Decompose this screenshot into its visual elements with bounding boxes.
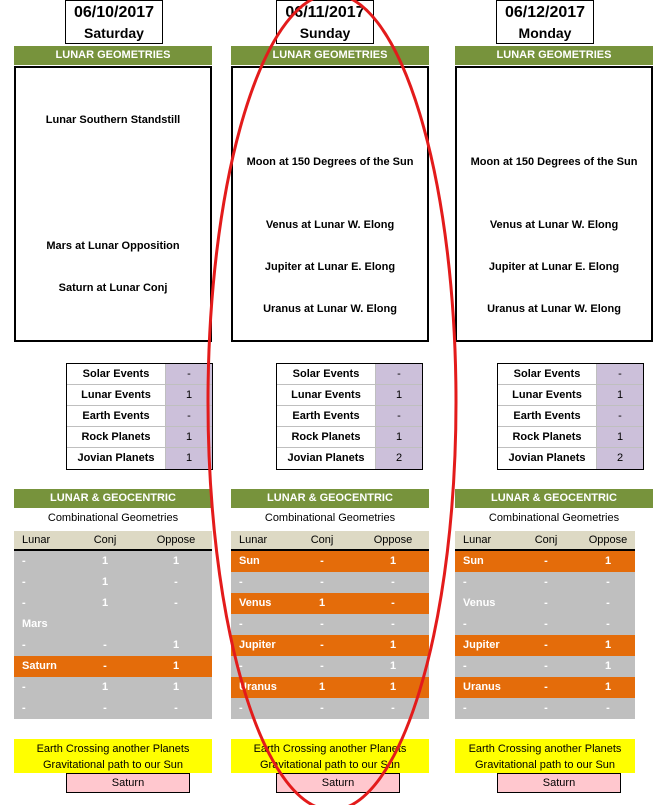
summary-row [498, 448, 643, 469]
date-text: 06/11/2017 [285, 4, 365, 21]
row-conj [70, 614, 140, 635]
combo-table-row [14, 635, 212, 656]
summary-row [498, 406, 643, 427]
row-conj: - [320, 576, 324, 588]
combo-table-row [455, 572, 635, 593]
combo-table-row [455, 656, 635, 677]
row-body: - [463, 702, 467, 714]
row-conj: - [320, 639, 324, 651]
summary-label: Jovian Planets [67, 448, 166, 469]
row-oppose: - [606, 702, 610, 714]
event-summary-table [497, 363, 644, 470]
summary-label: Solar Events [277, 364, 376, 384]
col-header-lunar: Lunar [239, 534, 268, 546]
row-conj: - [320, 618, 324, 630]
summary-label: Jovian Planets [498, 448, 597, 469]
row-body: - [239, 660, 243, 672]
combo-table-row [14, 698, 212, 719]
summary-label: Lunar Events [67, 385, 166, 405]
row-oppose: 1 [172, 555, 180, 567]
summary-label: Lunar Events [277, 385, 376, 405]
crossing-planet-box: Saturn [497, 773, 621, 793]
summary-label: Earth Events [498, 406, 597, 426]
row-conj: - [544, 618, 548, 630]
lunar-geocentric-header: LUNAR & GEOCENTRIC [455, 489, 653, 508]
summary-value: 2 [597, 448, 643, 469]
summary-label: Earth Events [277, 406, 376, 426]
combo-table-row [231, 677, 429, 698]
row-oppose: 1 [389, 639, 397, 651]
summary-label: Solar Events [498, 364, 597, 384]
row-oppose: - [391, 597, 395, 609]
summary-value: 1 [166, 427, 212, 447]
lunar-geometries-header: LUNAR GEOMETRIES [14, 46, 212, 65]
summary-label: Rock Planets [498, 427, 597, 447]
weekday-text: Monday [518, 25, 572, 41]
row-oppose: - [174, 702, 178, 714]
row-conj: - [320, 555, 324, 567]
lunar-geocentric-header: LUNAR & GEOCENTRIC [231, 489, 429, 508]
combo-table-header [14, 531, 212, 551]
geometry-event: Moon at 150 Degrees of the Sun [470, 156, 638, 168]
lunar-geocentric-header: LUNAR & GEOCENTRIC [14, 489, 212, 508]
summary-value: - [166, 364, 212, 384]
row-conj: - [544, 681, 548, 693]
summary-row [498, 427, 643, 448]
summary-value: 1 [376, 427, 422, 447]
crossing-planet-box: Saturn [276, 773, 400, 793]
earth-crossing-line-2: Gravitational path to our Sun [259, 759, 401, 771]
combo-table-row [231, 572, 429, 593]
geometry-event: Jupiter at Lunar E. Elong [488, 261, 620, 273]
combo-table-row [14, 593, 212, 614]
row-conj: 1 [101, 681, 109, 693]
summary-value: 2 [376, 448, 422, 469]
earth-crossing-line-1: Earth Crossing another Planets [36, 743, 190, 755]
lunar-geometries-header: LUNAR GEOMETRIES [231, 46, 429, 65]
row-body: Venus [239, 597, 272, 609]
row-oppose: - [391, 618, 395, 630]
combo-table-row [455, 698, 635, 719]
row-body: Jupiter [239, 639, 276, 651]
row-oppose [140, 614, 212, 635]
earth-crossing-line-2: Gravitational path to our Sun [474, 759, 616, 771]
combo-table-row [14, 614, 212, 635]
combinational-geometries-title: Combinational Geometries [488, 512, 620, 524]
combinational-geometries-title: Combinational Geometries [264, 512, 396, 524]
row-conj: 1 [101, 597, 109, 609]
summary-value: 1 [166, 385, 212, 405]
geometry-event: Saturn at Lunar Conj [58, 282, 168, 294]
combo-table-header [231, 531, 429, 551]
summary-label: Earth Events [67, 406, 166, 426]
col-header-conj: Conj [534, 534, 558, 546]
row-body: Mars [22, 618, 48, 630]
combo-table-row [455, 677, 635, 698]
earth-crossing-line-1: Earth Crossing another Planets [253, 743, 407, 755]
row-conj: - [320, 702, 324, 714]
row-conj: - [544, 555, 548, 567]
summary-row [67, 364, 212, 385]
summary-label: Rock Planets [277, 427, 376, 447]
row-body: - [239, 702, 243, 714]
date-header [276, 0, 374, 44]
row-oppose: - [391, 702, 395, 714]
summary-value: - [597, 406, 643, 426]
row-body: Jupiter [463, 639, 500, 651]
lunar-geometries-header: LUNAR GEOMETRIES [455, 46, 653, 65]
row-body: - [463, 660, 467, 672]
geometry-event: Moon at 150 Degrees of the Sun [246, 156, 414, 168]
row-oppose: 1 [389, 660, 397, 672]
row-oppose: - [606, 597, 610, 609]
event-summary-table [276, 363, 423, 470]
summary-value: 1 [597, 385, 643, 405]
summary-label: Lunar Events [498, 385, 597, 405]
summary-value: - [166, 406, 212, 426]
combo-table-row [231, 614, 429, 635]
row-conj: - [544, 702, 548, 714]
col-header-conj: Conj [310, 534, 334, 546]
summary-label: Solar Events [67, 364, 166, 384]
geometry-event: Jupiter at Lunar E. Elong [264, 261, 396, 273]
row-oppose: 1 [604, 681, 612, 693]
row-oppose: 1 [172, 660, 180, 672]
row-body: Uranus [239, 681, 277, 693]
earth-crossing-line-2: Gravitational path to our Sun [42, 759, 184, 771]
summary-row [67, 385, 212, 406]
summary-value: 1 [597, 427, 643, 447]
row-conj: - [544, 597, 548, 609]
row-body: - [22, 702, 26, 714]
row-conj: - [544, 660, 548, 672]
combo-table-row [231, 551, 429, 572]
row-conj: - [103, 660, 107, 672]
row-body: Saturn [22, 660, 57, 672]
geometry-event: Mars at Lunar Opposition [46, 240, 180, 252]
row-oppose: - [174, 576, 178, 588]
summary-value: - [376, 406, 422, 426]
row-oppose: - [606, 618, 610, 630]
combinational-geometries-title: Combinational Geometries [47, 512, 179, 524]
col-header-oppose: Oppose [588, 534, 628, 546]
col-header-lunar: Lunar [463, 534, 492, 546]
weekday-text: Saturday [84, 25, 144, 41]
row-conj: 1 [318, 597, 326, 609]
geometry-event: Uranus at Lunar W. Elong [263, 303, 397, 315]
date-text: 06/10/2017 [73, 4, 155, 21]
row-conj: - [103, 639, 107, 651]
row-oppose: 1 [389, 681, 397, 693]
summary-row [277, 406, 422, 427]
col-header-oppose: Oppose [156, 534, 196, 546]
lunar-geometries-box [231, 66, 429, 342]
summary-value: - [376, 364, 422, 384]
weekday-text: Sunday [299, 25, 351, 41]
row-body: - [239, 618, 243, 630]
row-body: - [239, 576, 243, 588]
combo-table-row [231, 593, 429, 614]
geometry-event: Uranus at Lunar W. Elong [487, 303, 621, 315]
summary-row [67, 427, 212, 448]
summary-row [277, 385, 422, 406]
row-conj: - [544, 576, 548, 588]
summary-label: Jovian Planets [277, 448, 376, 469]
date-header [65, 0, 163, 44]
summary-label: Rock Planets [67, 427, 166, 447]
row-conj: - [103, 702, 107, 714]
lunar-geometries-box [14, 66, 212, 342]
date-header [496, 0, 594, 44]
combo-table-row [231, 635, 429, 656]
row-body: - [22, 681, 26, 693]
crossing-planet-box: Saturn [66, 773, 190, 793]
row-conj: 1 [318, 681, 326, 693]
row-oppose: 1 [389, 555, 397, 567]
row-body: - [463, 576, 467, 588]
row-oppose: 1 [172, 639, 180, 651]
row-body: - [22, 597, 26, 609]
geometry-event: Lunar Southern Standstill [45, 114, 181, 126]
summary-row [498, 364, 643, 385]
summary-row [67, 406, 212, 427]
row-oppose: 1 [172, 681, 180, 693]
row-conj: - [544, 639, 548, 651]
combo-table-row [14, 656, 212, 677]
combo-table-row [231, 656, 429, 677]
row-body: Venus [463, 597, 496, 609]
row-body: - [22, 555, 26, 567]
combo-table-row [14, 551, 212, 572]
row-conj: 1 [101, 576, 109, 588]
summary-value: - [597, 364, 643, 384]
row-body: - [22, 639, 26, 651]
event-summary-table [66, 363, 213, 470]
row-body: - [22, 576, 26, 588]
row-conj: 1 [101, 555, 109, 567]
summary-value: 1 [166, 448, 212, 469]
summary-row [498, 385, 643, 406]
row-oppose: - [391, 576, 395, 588]
combo-table-row [14, 677, 212, 698]
row-conj: - [320, 660, 324, 672]
row-oppose: 1 [604, 660, 612, 672]
col-header-lunar: Lunar [22, 534, 51, 546]
row-oppose: - [606, 576, 610, 588]
row-body: Sun [463, 555, 484, 567]
earth-crossing-line-1: Earth Crossing another Planets [468, 743, 622, 755]
row-body: Sun [239, 555, 260, 567]
combo-table-row [231, 698, 429, 719]
combo-table-header [455, 531, 635, 551]
summary-row [277, 427, 422, 448]
row-body: - [463, 618, 467, 630]
combo-table-row [455, 614, 635, 635]
earth-crossing-note [231, 739, 429, 773]
combo-table-row [455, 635, 635, 656]
col-header-conj: Conj [93, 534, 117, 546]
earth-crossing-note [14, 739, 212, 773]
summary-row [67, 448, 212, 469]
geometry-event: Venus at Lunar W. Elong [265, 219, 395, 231]
summary-row [277, 364, 422, 385]
summary-row [277, 448, 422, 469]
combo-table-row [14, 572, 212, 593]
summary-value: 1 [376, 385, 422, 405]
date-text: 06/12/2017 [504, 4, 586, 21]
row-body: Uranus [463, 681, 501, 693]
lunar-geometries-box [455, 66, 653, 342]
earth-crossing-note [455, 739, 635, 773]
row-oppose: 1 [604, 555, 612, 567]
combo-table-row [455, 551, 635, 572]
geometry-event: Venus at Lunar W. Elong [489, 219, 619, 231]
row-oppose: - [174, 597, 178, 609]
row-oppose: 1 [604, 639, 612, 651]
combo-table-row [455, 593, 635, 614]
col-header-oppose: Oppose [373, 534, 413, 546]
